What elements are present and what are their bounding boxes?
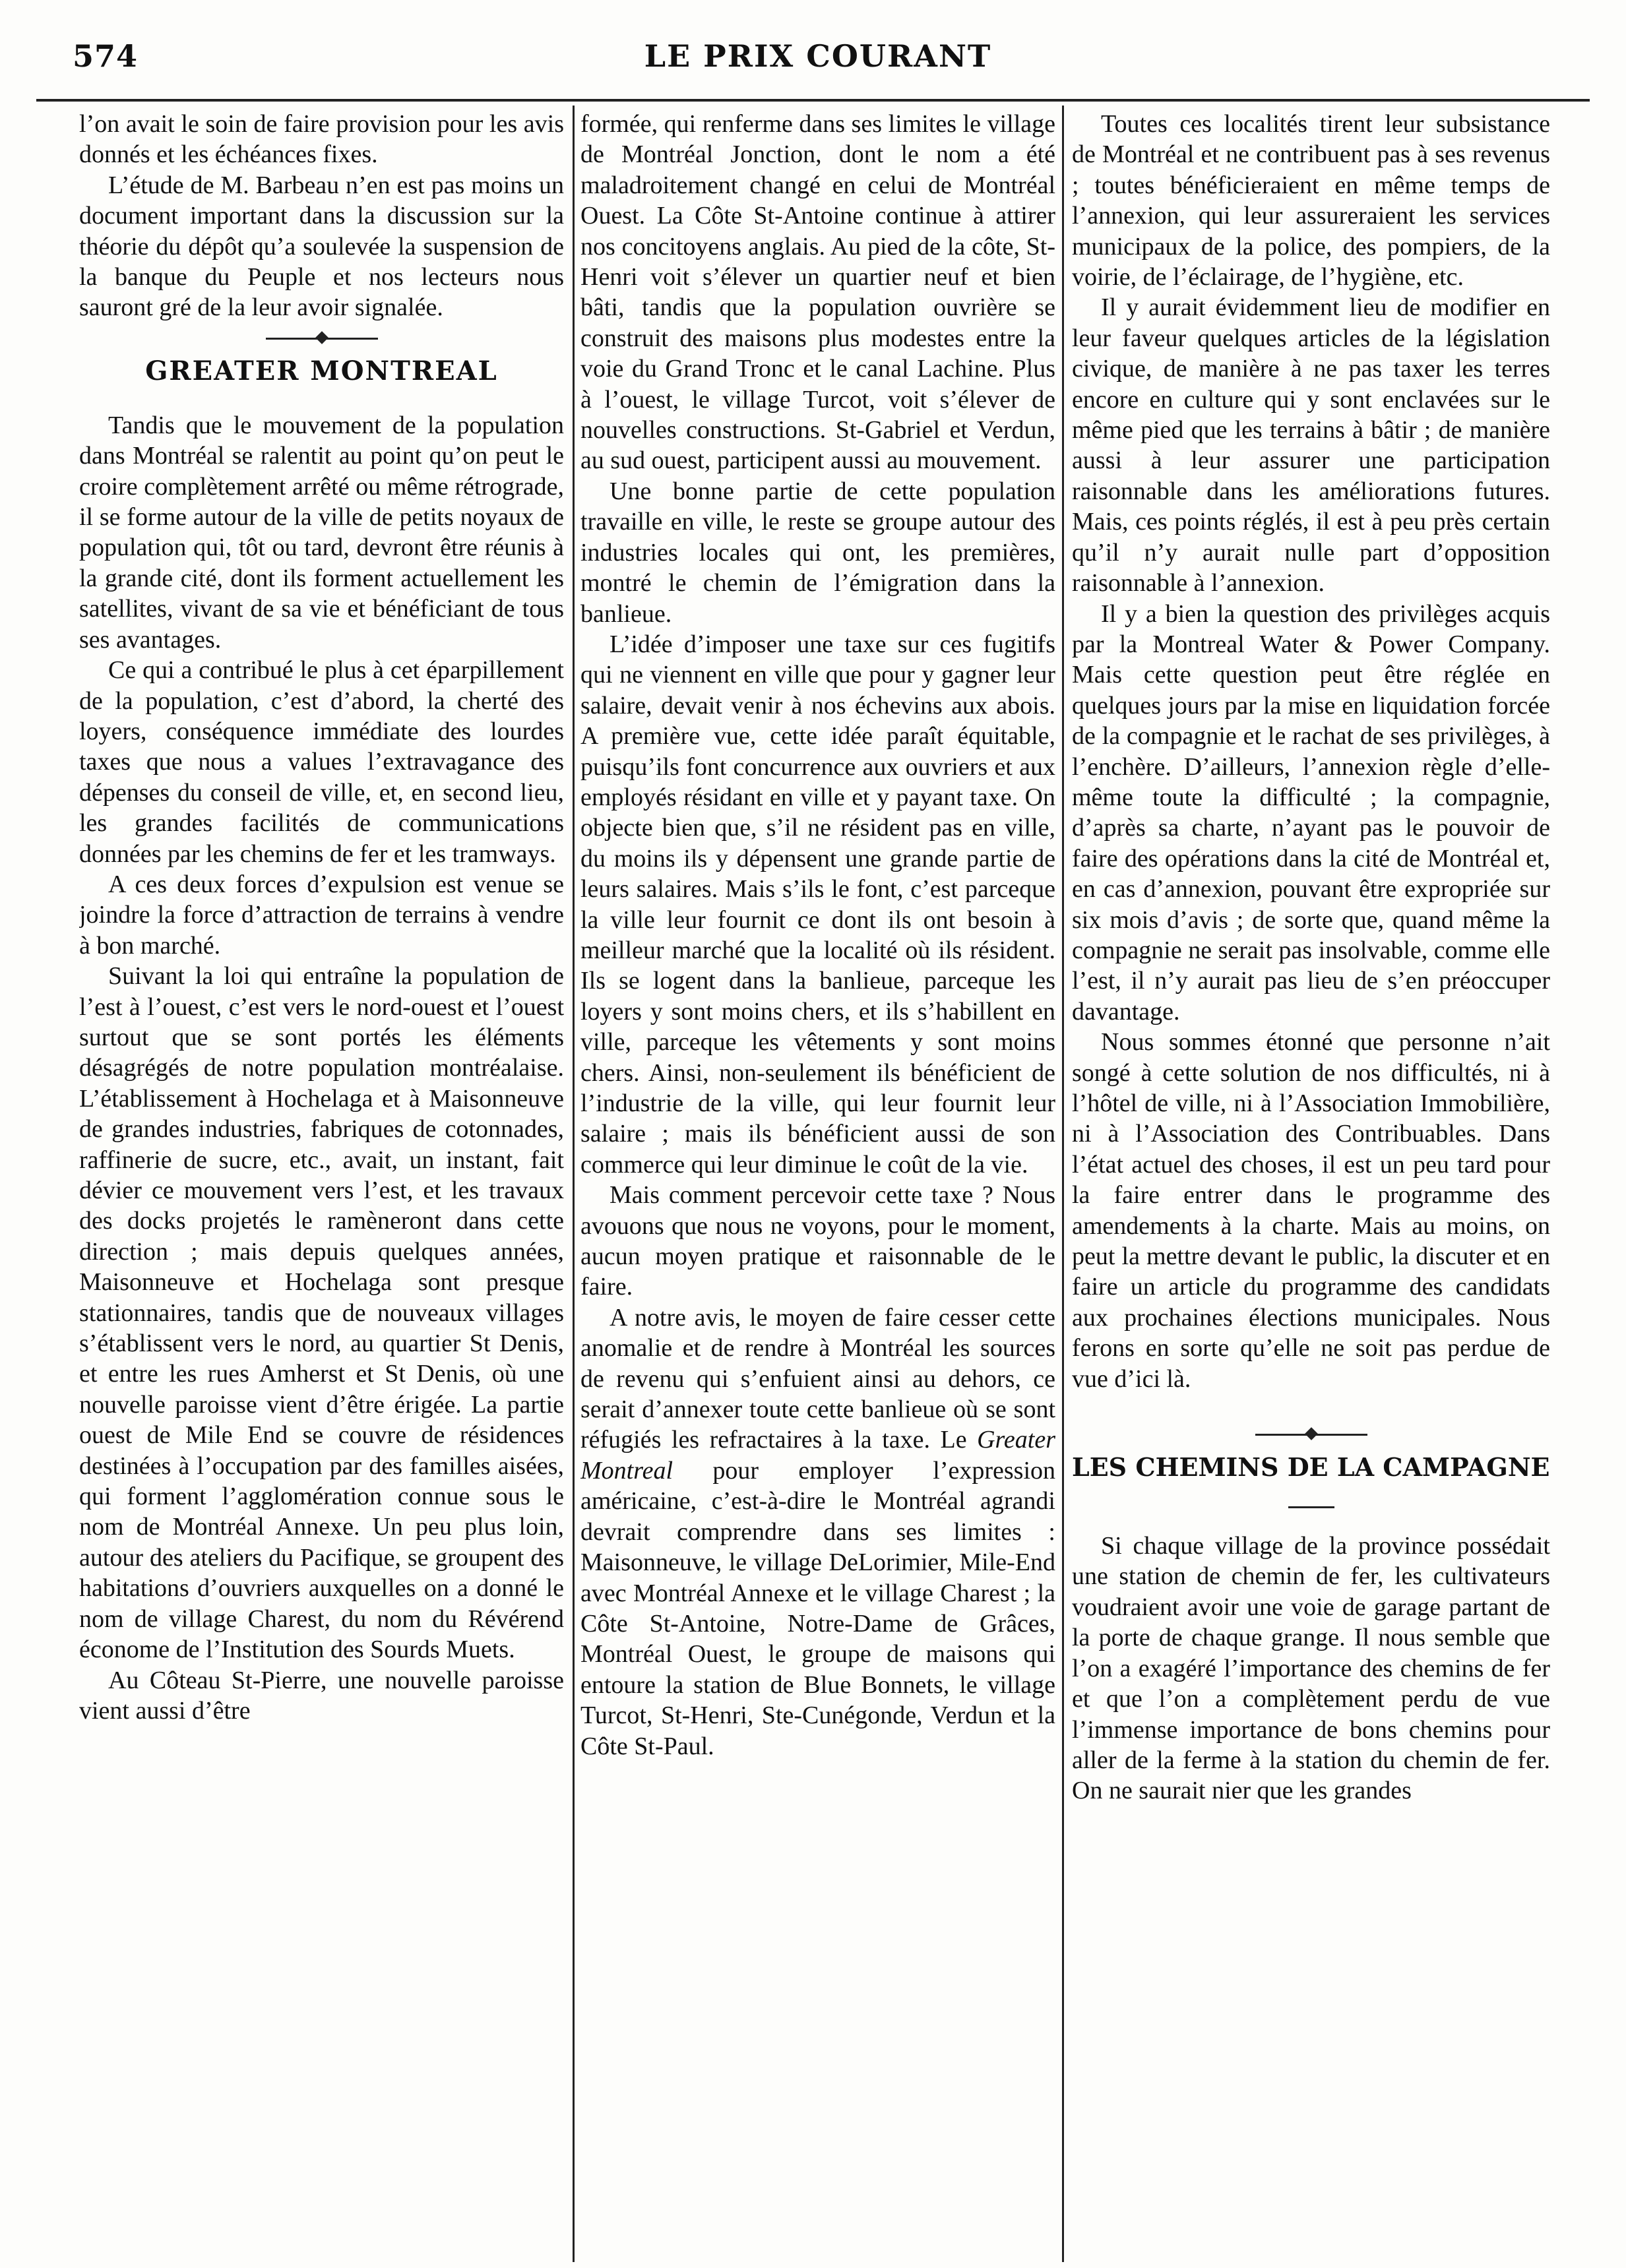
diamond-ornament-icon: [315, 331, 328, 344]
column-1: [79, 109, 564, 2259]
paragraph: Au Côteau St-Pierre, une nouvelle paroisse vient aussi d’être: [79, 1666, 564, 1725]
paragraph: Une bonne partie de cette population travaille en ville, le reste se groupe autour des industries locales qui ont, les premières, montré le chemin de l’émigration dans la banlieue.: [580, 477, 1055, 628]
section-separator: [1072, 1421, 1550, 1448]
journal-title: LE PRIX COURANT: [644, 38, 992, 74]
section-title-chemins-campagne: LES CHEMINS DE LA CAMPAGNE: [1072, 1452, 1550, 1483]
column-2: [580, 109, 1055, 2259]
paragraph: l’on avait le soin de faire provision pour les avis donnés et les échéances fixes.: [79, 110, 564, 169]
text-run: A notre avis, le moyen de faire cesser cette anomalie et de rendre à Montréal les sources de revenu qui s’enfuient ainsi au dehors, ce serait d’annexer toute cette banlieue où se sont réfugiés les refractaires à la taxe. Le: [580, 1303, 1055, 1454]
column-3: [1072, 109, 1550, 2259]
italic-term: Greater Montreal: [580, 1426, 1055, 1485]
column-divider-right: [1062, 106, 1064, 2262]
header-rule: [36, 99, 1590, 102]
paragraph: Ce qui a contribué le plus à cet éparpillement de la population, c’est d’abord, la cherté des loyers, conséquence immédiate des lourdes taxes que nous a values l’extravagance des dépenses du conseil de ville, et, en second lieu, les grandes facilités de communications données par les chemins de fer et les tramways.: [79, 656, 564, 868]
section-separator: [79, 324, 564, 352]
paragraph: L’idée d’imposer une taxe sur ces fugitifs qui ne viennent en ville que pour y gagner leur salaire, devait venir à nos échevins aux abois. A première vue, cette idée paraît équitable, puisqu’ils font concurrence aux ouvriers et aux employés résidant en ville et y payant taxe. On objecte bien que, s’il ne résident pas en ville, du moins ils y dépensent une grande partie de leurs salaires. Mais s’ils le font, c’est parceque la ville leur fournit ce dont ils ont besoin à meilleur marché que la localité où ils résident. Ils se logent dans la banlieue, parceque les loyers y sont moins chers, et ils s’habillent en ville, parceque les vêtements y sont moins chers. Ainsi, non-seulement ils bénéficient de l’industrie de la ville, qui leur fournit leur salaire ; mais ils bénéficient aussi de son commerce qui leur diminue le coût de la vie.: [580, 630, 1055, 1179]
paragraph: Il y aurait évidemment lieu de modifier en leur faveur quelques articles de la législation civique, de manière à ne pas taxer les terres encore en culture qui y sont enclavées sur le même pied que les terrains à bâtir ; de manière aussi à leur assurer une participation raisonnable dans les améliorations futures. Mais, ces points réglés, il est à peu près certain qu’il n’y aurait nulle part d’opposition raisonnable à l’annexion.: [1072, 293, 1550, 598]
page-header: [73, 38, 1563, 84]
paragraph: A ces deux forces d’expulsion est venue se joindre la force d’attraction de terrains à vendre à bon marché.: [79, 870, 564, 960]
page-number: 574: [73, 38, 139, 74]
title-dash: [1288, 1506, 1334, 1508]
paragraph: Nous sommes étonné que personne n’ait songé à cette solution de nos difficultés, ni à l’hôtel de ville, ni à l’Association Immobilière, ni à l’Association des Contribuables. Dans l’état actuel des choses, il est un peu tard pour la faire entrer dans le programme des amendements à la charte. Mais au moins, on peut la mettre devant le public, la discuter et en faire un article du programme des candidats aux prochaines élections municipales. Nous ferons en sorte qu’elle ne soit pas perdue de vue d’ici là.: [1072, 1028, 1550, 1393]
paragraph: Tandis que le mouvement de la population dans Montréal se ralentit au point qu’on peut le croire complètement arrêté ou même rétrograde, il se forme autour de la ville de petits noyaux de population qui, tôt ou tard, devront être réunis à la grande cité, dont ils forment actuellement les satellites, vivant de sa vie et bénéficiant de tous ses avantages.: [79, 411, 564, 654]
paragraph: Suivant la loi qui entraîne la population de l’est à l’ouest, c’est vers le nord-ouest et l’ouest surtout que se sont portés les éléments désagrégés de notre population montréalaise. L’établissement à Hochelaga et à Maisonneuve de grandes industries, fabriques de cotonnades, raffinerie de sucre, etc., avait, un instant, fait dévier ce mouvement vers l’est, et les travaux des docks projetés le ramèneront dans cette direction ; mais depuis quelques années, Maisonneuve et Hochelaga sont presque stationnaires, tandis que de nouveaux villages s’établissent vers le nord, au quartier St Denis, et entre les rues Amherst et St Denis, où une nouvelle paroisse vient d’être érigée. La partie ouest de Mile End se couvre de résidences destinées à l’occupation par des familles aisées, qui forment l’agglomération connue sous le nom de Montréal Annexe. Un peu plus loin, autour des ateliers du Pacifique, se groupent des habitations d’ouvriers auxquelles on a donné le nom de village Charest, du nom du Révérend économe de l’Institution des Sourds Muets.: [79, 962, 564, 1664]
paragraph: Toutes ces localités tirent leur subsistance de Montréal et ne contribuent pas à ses revenus ; toutes bénéficieraient en même temps de l’annexion, qui leur assureraient les services municipaux de la police, des pompiers, de la voirie, de l’éclairage, de l’hygiène, etc.: [1072, 110, 1550, 291]
paragraph: Mais comment percevoir cette taxe ? Nous avouons que nous ne voyons, pour le moment, aucun moyen pratique et raisonnable de le faire.: [580, 1181, 1055, 1301]
paragraph: [580, 1303, 1055, 1762]
paragraph: Si chaque village de la province possédait une station de chemin de fer, les cultivateurs voudraient avoir une voie de garage partant de la porte de chaque grange. Il nous semble que l’on a exagéré l’importance des chemins de fer et que l’on a complètement perdu de vue l’immense importance de bons chemins pour aller de la ferme à la station du chemin de fer. On ne saurait nier que les grandes: [1072, 1532, 1550, 1805]
paragraph: formée, qui renferme dans ses limites le village de Montréal Jonction, dont le nom a été maladroitement changé en celui de Montréal Ouest. La Côte St-Antoine continue à attirer nos concitoyens anglais. Au pied de la côte, St-Henri voit s’élever un quartier neuf et bien bâti, tandis que la population ouvrière se construit des maisons plus modestes entre la voie du Grand Tronc et le canal Lachine. Plus à l’ouest, le village Turcot, voit s’élever de nouvelles constructions. St-Gabriel et Verdun, au sud ouest, participent aussi au mouvement.: [580, 110, 1055, 475]
paragraph: Il y a bien la question des privilèges acquis par la Montreal Water & Power Company. Mais cette question peut être réglée en quelques jours par la mise en liquidation forcée de la compagnie et le rachat de ses privilèges, à l’enchère. D’ailleurs, l’annexion règle d’elle-même toute la difficulté ; la compagnie, d’après sa charte, n’ayant pas le pouvoir de faire des opérations dans la cité de Montréal et, en cas d’annexion, pouvant être expropriée sur six mois d’avis ; de sorte que, quand même la compagnie ne serait pas insolvable, comme elle l’est, il n’y aurait pas lieu de s’en préoccuper davantage.: [1072, 599, 1550, 1026]
paragraph: L’étude de M. Barbeau n’en est pas moins un document important dans la discussion sur la théorie du dépôt qu’a soulevée la suspension de la banque du Peuple et nos lecteurs nous sauront gré de la leur avoir signalée.: [79, 171, 564, 322]
section-title-greater-montreal: GREATER MONTREAL: [145, 355, 498, 386]
text-run: pour employer l’expression américaine, c’est-à-dire le Montréal agrandi devrait comprendre dans ses limites : Maisonneuve, le village DeLorimier, Mile-End avec Montréal Annexe et le village Charest ; la Côte St-Antoine, Notre-Dame de Grâces, Montréal Ouest, le groupe de maisons qui entoure la station de Blue Bonnets, le village Turcot, St-Henri, Ste-Cunégonde, Verdun et la Côte St-Paul.: [580, 1456, 1055, 1760]
diamond-ornament-icon: [1305, 1427, 1318, 1440]
column-divider-left: [573, 106, 575, 2262]
